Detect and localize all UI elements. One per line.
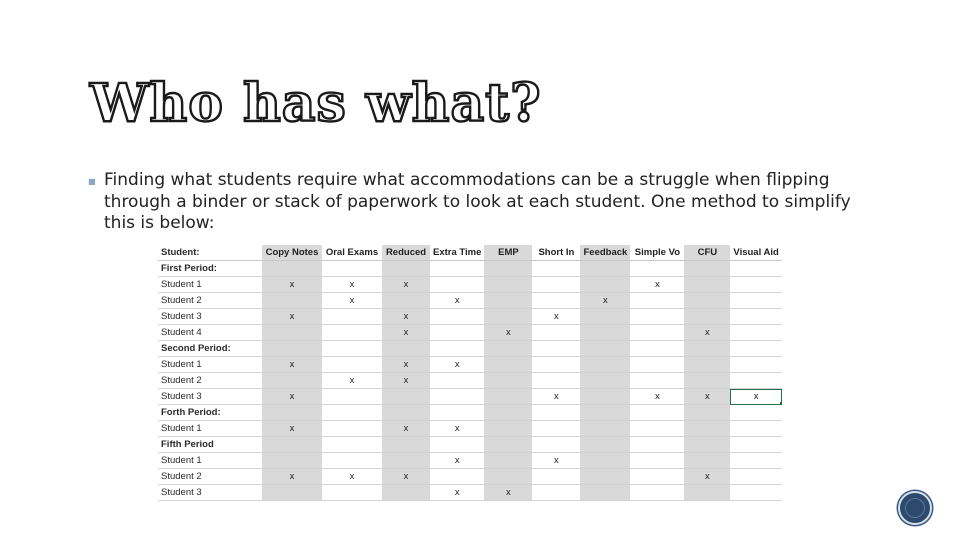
mark-cell[interactable]: [684, 357, 730, 373]
table-row: [158, 293, 782, 309]
mark-cell[interactable]: [430, 325, 484, 341]
mark-cell[interactable]: [532, 373, 580, 389]
mark-cell[interactable]: [630, 373, 684, 389]
mark-cell[interactable]: [262, 325, 322, 341]
mark-cell[interactable]: x: [532, 309, 580, 325]
mark-cell[interactable]: [484, 309, 532, 325]
mark-cell[interactable]: [382, 293, 430, 309]
period-label[interactable]: First Period:: [158, 261, 262, 277]
mark-cell[interactable]: [730, 421, 781, 437]
mark-cell[interactable]: x: [684, 389, 730, 405]
table-row: [158, 421, 782, 437]
mark-cell[interactable]: [484, 421, 532, 437]
mark-cell[interactable]: [532, 469, 580, 485]
mark-cell[interactable]: [580, 325, 630, 341]
mark-cell[interactable]: x: [262, 357, 322, 373]
mark-cell[interactable]: [684, 373, 730, 389]
mark-cell[interactable]: x: [262, 421, 322, 437]
slide-nav-icon[interactable]: [898, 491, 932, 525]
mark-cell[interactable]: [484, 389, 532, 405]
mark-cell[interactable]: [484, 437, 532, 453]
mark-cell[interactable]: [484, 405, 532, 421]
student-label[interactable]: Student 2: [158, 373, 262, 389]
mark-cell[interactable]: [730, 469, 781, 485]
period-row: [158, 261, 782, 277]
mark-cell[interactable]: x: [262, 309, 322, 325]
mark-cell[interactable]: [430, 437, 484, 453]
mark-cell[interactable]: x: [630, 277, 684, 293]
table-row: [158, 485, 782, 501]
mark-cell[interactable]: [532, 357, 580, 373]
mark-cell[interactable]: [630, 469, 684, 485]
mark-cell[interactable]: [630, 405, 684, 421]
mark-cell[interactable]: [484, 277, 532, 293]
mark-cell[interactable]: [484, 293, 532, 309]
mark-cell[interactable]: [322, 421, 382, 437]
table-header-row: [158, 245, 782, 261]
mark-cell[interactable]: [684, 341, 730, 357]
mark-cell[interactable]: [430, 261, 484, 277]
mark-cell[interactable]: [684, 293, 730, 309]
mark-cell[interactable]: x: [382, 325, 430, 341]
mark-cell[interactable]: [532, 277, 580, 293]
mark-cell[interactable]: [684, 485, 730, 501]
mark-cell[interactable]: [262, 341, 322, 357]
mark-cell[interactable]: [630, 261, 684, 277]
mark-cell[interactable]: [730, 309, 781, 325]
mark-cell[interactable]: [630, 293, 684, 309]
bullet-item: [88, 170, 878, 235]
student-label[interactable]: Student 1: [158, 421, 262, 437]
mark-cell[interactable]: [382, 405, 430, 421]
mark-cell[interactable]: x: [430, 357, 484, 373]
accommodations-table: [158, 245, 782, 501]
mark-cell[interactable]: x: [430, 293, 484, 309]
mark-cell[interactable]: [630, 421, 684, 437]
mark-cell[interactable]: [730, 261, 781, 277]
mark-cell[interactable]: x: [684, 469, 730, 485]
mark-cell[interactable]: [430, 405, 484, 421]
mark-cell[interactable]: [382, 389, 430, 405]
mark-cell[interactable]: [262, 293, 322, 309]
mark-cell[interactable]: [630, 325, 684, 341]
mark-cell[interactable]: [262, 485, 322, 501]
mark-cell[interactable]: [684, 309, 730, 325]
mark-cell[interactable]: [484, 373, 532, 389]
mark-cell[interactable]: [730, 293, 781, 309]
mark-cell[interactable]: [322, 357, 382, 373]
student-label[interactable]: Student 1: [158, 357, 262, 373]
mark-cell[interactable]: [484, 261, 532, 277]
student-label[interactable]: Student 1: [158, 277, 262, 293]
header-cell-student[interactable]: Student:: [158, 245, 262, 261]
mark-cell[interactable]: x: [322, 373, 382, 389]
header-cell[interactable]: EMP: [484, 245, 532, 261]
student-label[interactable]: Student 3: [158, 309, 262, 325]
mark-cell[interactable]: [322, 453, 382, 469]
mark-cell[interactable]: [262, 261, 322, 277]
mark-cell[interactable]: [322, 437, 382, 453]
student-label[interactable]: Student 2: [158, 469, 262, 485]
table-row: [158, 309, 782, 325]
mark-cell[interactable]: x: [382, 357, 430, 373]
mark-cell[interactable]: [730, 405, 781, 421]
fill-handle[interactable]: [780, 402, 782, 405]
mark-cell[interactable]: [532, 341, 580, 357]
mark-cell[interactable]: [580, 437, 630, 453]
bullet-text: Finding what students require what accommodations can be a struggle when flipping through a binder or stack of paperwork to look at each student. One method to simplify this is below:: [104, 170, 851, 233]
mark-cell[interactable]: [382, 341, 430, 357]
mark-cell[interactable]: [580, 453, 630, 469]
header-cell[interactable]: Simple Vo: [630, 245, 684, 261]
mark-cell[interactable]: [262, 437, 322, 453]
mark-cell[interactable]: [580, 421, 630, 437]
period-label[interactable]: Forth Period:: [158, 405, 262, 421]
table-row: [158, 325, 782, 341]
mark-cell[interactable]: [580, 485, 630, 501]
mark-cell[interactable]: x: [382, 309, 430, 325]
table-row: [158, 373, 782, 389]
mark-cell[interactable]: [322, 405, 382, 421]
mark-cell[interactable]: [630, 357, 684, 373]
mark-cell[interactable]: [430, 277, 484, 293]
mark-cell[interactable]: [580, 357, 630, 373]
mark-cell[interactable]: [684, 421, 730, 437]
mark-cell[interactable]: x: [322, 293, 382, 309]
mark-cell[interactable]: [322, 325, 382, 341]
mark-cell[interactable]: x: [430, 421, 484, 437]
mark-cell[interactable]: [684, 261, 730, 277]
mark-cell[interactable]: x: [322, 469, 382, 485]
header-cell[interactable]: Extra Time: [430, 245, 484, 261]
mark-cell[interactable]: x: [532, 389, 580, 405]
mark-cell[interactable]: [322, 389, 382, 405]
mark-cell[interactable]: [730, 373, 781, 389]
mark-cell[interactable]: x: [484, 485, 532, 501]
mark-cell[interactable]: [730, 341, 781, 357]
mark-cell[interactable]: [430, 469, 484, 485]
mark-cell[interactable]: [684, 277, 730, 293]
mark-cell[interactable]: x: [382, 469, 430, 485]
mark-cell[interactable]: [430, 341, 484, 357]
period-label[interactable]: Second Period:: [158, 341, 262, 357]
mark-cell[interactable]: [430, 373, 484, 389]
mark-cell[interactable]: [532, 261, 580, 277]
mark-cell[interactable]: [730, 453, 781, 469]
mark-cell[interactable]: [580, 261, 630, 277]
period-row: [158, 341, 782, 357]
mark-cell[interactable]: x: [322, 277, 382, 293]
mark-cell[interactable]: [382, 261, 430, 277]
mark-cell[interactable]: [430, 389, 484, 405]
mark-cell[interactable]: [730, 437, 781, 453]
student-label[interactable]: Student 4: [158, 325, 262, 341]
mark-cell[interactable]: x: [430, 485, 484, 501]
header-cell[interactable]: Oral Exams: [322, 245, 382, 261]
period-row: [158, 405, 782, 421]
mark-cell[interactable]: [382, 453, 430, 469]
mark-cell[interactable]: x: [684, 325, 730, 341]
mark-cell[interactable]: [630, 437, 684, 453]
mark-cell[interactable]: [580, 309, 630, 325]
mark-cell[interactable]: [532, 293, 580, 309]
mark-cell[interactable]: [484, 357, 532, 373]
mark-cell[interactable]: [730, 485, 781, 501]
table-row: [158, 453, 782, 469]
slide-title: Who has what?: [90, 73, 542, 134]
table-row: [158, 389, 782, 405]
mark-cell[interactable]: x: [262, 469, 322, 485]
student-label[interactable]: Student 3: [158, 485, 262, 501]
mark-cell[interactable]: [580, 373, 630, 389]
selected-cell[interactable]: x: [730, 389, 781, 405]
mark-cell[interactable]: x: [382, 277, 430, 293]
mark-cell[interactable]: x: [630, 389, 684, 405]
mark-cell[interactable]: x: [262, 389, 322, 405]
mark-cell[interactable]: [382, 485, 430, 501]
mark-cell[interactable]: [322, 309, 382, 325]
mark-cell[interactable]: [430, 309, 484, 325]
mark-cell[interactable]: [532, 405, 580, 421]
mark-cell[interactable]: [532, 325, 580, 341]
header-cell[interactable]: Short In: [532, 245, 580, 261]
student-label[interactable]: Student 2: [158, 293, 262, 309]
mark-cell[interactable]: [630, 309, 684, 325]
mark-cell[interactable]: [322, 341, 382, 357]
mark-cell[interactable]: x: [262, 277, 322, 293]
mark-cell[interactable]: [262, 453, 322, 469]
mark-cell[interactable]: [532, 421, 580, 437]
student-label[interactable]: Student 1: [158, 453, 262, 469]
mark-cell[interactable]: [580, 341, 630, 357]
header-cell[interactable]: Reduced: [382, 245, 430, 261]
table-row: [158, 357, 782, 373]
student-label[interactable]: Student 3: [158, 389, 262, 405]
mark-cell[interactable]: [684, 453, 730, 469]
mark-cell[interactable]: [730, 325, 781, 341]
header-cell[interactable]: Copy Notes: [262, 245, 322, 261]
mark-cell[interactable]: [580, 389, 630, 405]
mark-cell[interactable]: [630, 453, 684, 469]
period-row: [158, 437, 782, 453]
mark-cell[interactable]: x: [580, 293, 630, 309]
header-cell[interactable]: Feedback: [580, 245, 630, 261]
mark-cell[interactable]: [532, 485, 580, 501]
mark-cell[interactable]: [684, 405, 730, 421]
mark-cell[interactable]: x: [382, 421, 430, 437]
header-cell[interactable]: CFU: [684, 245, 730, 261]
mark-cell[interactable]: [580, 405, 630, 421]
mark-cell[interactable]: [630, 341, 684, 357]
header-cell[interactable]: Visual Aid: [730, 245, 781, 261]
mark-cell[interactable]: [382, 437, 430, 453]
square-bullet-icon: ■: [88, 177, 96, 186]
mark-cell[interactable]: [730, 277, 781, 293]
mark-cell[interactable]: x: [382, 373, 430, 389]
mark-cell[interactable]: x: [532, 453, 580, 469]
mark-cell[interactable]: [262, 373, 322, 389]
mark-cell[interactable]: [730, 357, 781, 373]
mark-cell[interactable]: [580, 469, 630, 485]
mark-cell[interactable]: [532, 437, 580, 453]
mark-cell[interactable]: [322, 261, 382, 277]
mark-cell[interactable]: [580, 277, 630, 293]
mark-cell[interactable]: [484, 341, 532, 357]
mark-cell[interactable]: [262, 405, 322, 421]
period-label[interactable]: Fifth Period: [158, 437, 262, 453]
mark-cell[interactable]: [322, 485, 382, 501]
mark-cell[interactable]: [684, 437, 730, 453]
table-row: [158, 469, 782, 485]
mark-cell[interactable]: [484, 469, 532, 485]
mark-cell[interactable]: x: [484, 325, 532, 341]
mark-cell[interactable]: [484, 453, 532, 469]
table-row: [158, 277, 782, 293]
mark-cell[interactable]: [630, 485, 684, 501]
mark-cell[interactable]: x: [430, 453, 484, 469]
